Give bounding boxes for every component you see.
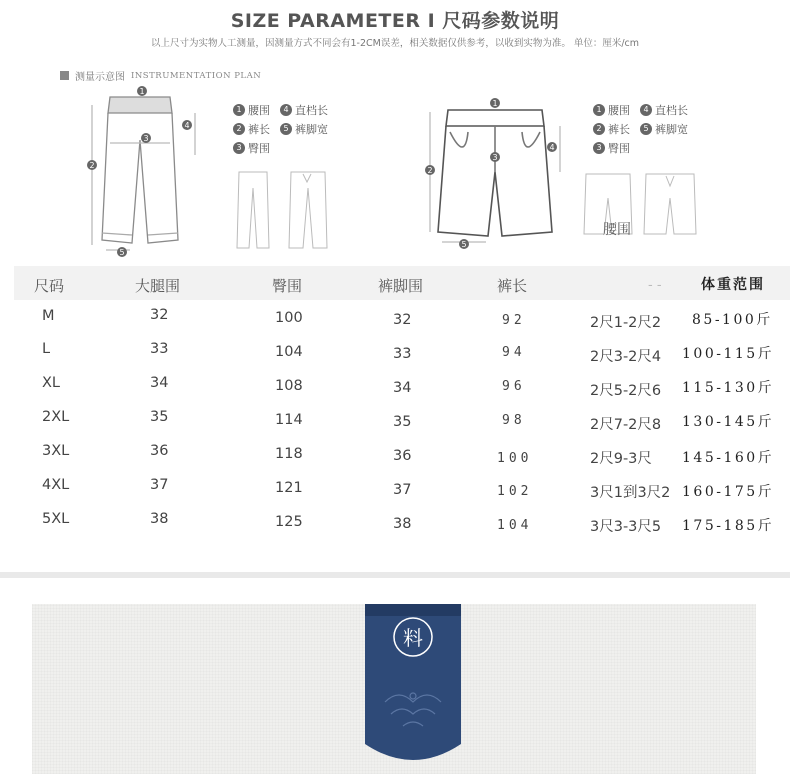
plan-label (60, 68, 261, 83)
badge-text: 料 (403, 626, 423, 650)
diagram-num-2: 2 (427, 166, 433, 175)
diagram-num-4: 4 (549, 143, 555, 152)
cell-waist: 2尺5-2尺6 (590, 383, 662, 399)
cell-hem: 36 (393, 448, 412, 464)
header-length: 裤长 (497, 277, 528, 295)
cell-hem: 37 (393, 482, 412, 498)
diagram-num-1: 1 (492, 99, 498, 108)
cell-length: 92 (502, 313, 526, 328)
cell-waist: 3尺3-3尺5 (590, 519, 662, 535)
cell-waist: 2尺9-3尺 (590, 451, 652, 467)
header-waist-range: - - (648, 278, 662, 293)
material-tab (365, 604, 461, 774)
cell-weight: 130-145斤 (682, 414, 775, 430)
diagram-num-2: 2 (89, 161, 95, 170)
cell-waist: 2尺7-2尺8 (590, 417, 662, 433)
cell-length: 98 (502, 413, 526, 428)
cell-size: L (42, 341, 51, 357)
header-size: 尺码 (34, 277, 65, 295)
header-note: 以上尺寸为实物人工测量，因测量方式不同会有1-2CM误差，相关数据仅供参考，以收到实物为准。 单位：厘米/cm (150, 38, 640, 49)
header-title: SIZE PARAMETER I 尺码参数说明 (230, 10, 560, 32)
header-weight: 体重范围 (701, 277, 765, 293)
cell-hip: 118 (275, 446, 303, 462)
cell-hem: 32 (393, 312, 412, 328)
cell-length: 100 (497, 451, 533, 466)
pants-thumbnails (233, 168, 333, 253)
waist-label: 腰围 (603, 222, 631, 238)
cell-length: 94 (502, 345, 526, 360)
cell-weight: 115-130斤 (682, 380, 775, 396)
section-divider (0, 572, 790, 578)
cell-size: 2XL (42, 409, 70, 425)
cell-size: 5XL (42, 511, 70, 527)
cell-weight: 85-100斤 (692, 312, 773, 328)
cell-size: 4XL (42, 477, 70, 493)
cell-size: 3XL (42, 443, 70, 459)
cell-length: 104 (497, 518, 533, 533)
cell-hem: 35 (393, 414, 412, 430)
cell-length: 102 (497, 484, 533, 499)
cell-hip: 100 (275, 310, 303, 326)
cell-hip: 125 (275, 514, 303, 530)
cell-thigh: 34 (150, 375, 169, 391)
diagram-num-5: 5 (119, 248, 125, 257)
plan-label-en: INSTRUMENTATION PLAN (131, 70, 262, 81)
shorts-diagram (420, 92, 570, 252)
cell-thigh: 35 (150, 409, 169, 425)
legend-left: 1 腰围 4 直档长 2 裤长 5 裤脚宽 3 臀围 (233, 100, 328, 157)
cell-size: XL (42, 375, 61, 391)
cell-weight: 100-115斤 (682, 346, 775, 362)
plan-label-cn: 测量示意图 (75, 72, 125, 83)
cell-weight: 160-175斤 (682, 484, 775, 500)
diagram-num-3: 3 (492, 153, 498, 162)
cell-size: M (42, 308, 55, 324)
square-icon (60, 71, 69, 80)
header-hip: 臀围 (272, 277, 303, 295)
diagram-num-4: 4 (184, 121, 190, 130)
diagram-num-1: 1 (139, 87, 145, 96)
diagram-num-5: 5 (461, 240, 467, 249)
cell-length: 96 (502, 379, 526, 394)
cell-thigh: 36 (150, 443, 169, 459)
cell-thigh: 37 (150, 477, 169, 493)
cell-thigh: 33 (150, 341, 169, 357)
cell-hem: 34 (393, 380, 412, 396)
header-thigh: 大腿围 (135, 277, 181, 295)
cell-thigh: 38 (150, 511, 169, 527)
cell-hem: 38 (393, 516, 412, 532)
pants-diagram (80, 85, 220, 265)
cell-waist: 2尺1-2尺2 (590, 315, 662, 331)
shorts-thumbnails (582, 168, 702, 238)
cell-waist: 2尺3-2尺4 (590, 349, 662, 365)
cell-weight: 145-160斤 (682, 450, 775, 466)
legend-right: 1 腰围 4 直档长 2 裤长 5 裤脚宽 3 臀围 (593, 100, 688, 157)
cell-thigh: 32 (150, 307, 169, 323)
cell-hip: 114 (275, 412, 303, 428)
diagram-num-3: 3 (143, 134, 149, 143)
cell-waist: 3尺1到3尺2 (590, 485, 671, 501)
cell-hip: 121 (275, 480, 303, 496)
cell-hem: 33 (393, 346, 412, 362)
cell-hip: 108 (275, 378, 303, 394)
header-hem: 裤脚围 (378, 277, 424, 295)
cell-weight: 175-185斤 (682, 518, 775, 534)
cell-hip: 104 (275, 344, 303, 360)
